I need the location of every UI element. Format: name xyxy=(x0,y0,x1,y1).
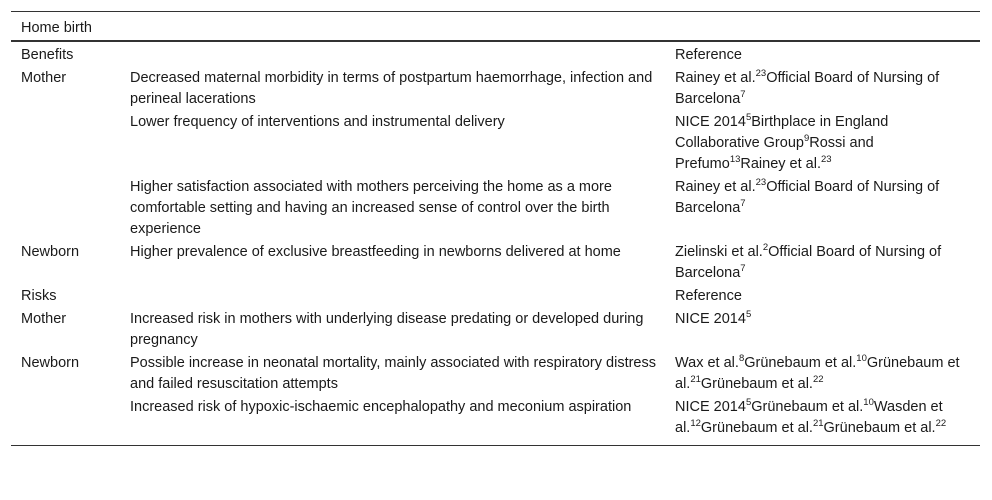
table-row xyxy=(11,66,980,110)
table-row xyxy=(11,42,980,66)
row-category: Newborn xyxy=(21,244,80,260)
row-category: Benefits xyxy=(21,47,74,63)
row-reference: Reference xyxy=(675,47,742,63)
row-reference: NICE 2014$^5$Birthplace in England Collaborative Group$^9$Rossi and Prefumo$^{13}$Rainey et al.$^{23}$ xyxy=(675,112,889,172)
table-row xyxy=(11,395,980,445)
row-reference: Rainey et al.$^{23}$Official Board of Nursing of Barcelona$^7$ xyxy=(675,177,940,216)
row-category: Mother xyxy=(21,70,67,86)
home-birth-table xyxy=(11,11,980,446)
row-description: Lower frequency of interventions and instrumental delivery xyxy=(130,114,505,130)
table-body xyxy=(11,42,980,446)
row-description xyxy=(130,286,675,307)
row-category xyxy=(21,112,130,175)
row-category: Mother xyxy=(21,311,67,327)
row-description: Decreased maternal morbidity in terms of postpartum haemorrhage, infection and perineal lacerations xyxy=(130,70,653,107)
row-category xyxy=(21,177,130,240)
row-description: Possible increase in neonatal mortality, mainly associated with respiratory distress and failed resuscitation attempts xyxy=(130,355,656,392)
row-description: Higher satisfaction associated with mothers perceiving the home as a more comfortable setting and having an increased sense of control over the birth experience xyxy=(130,179,612,237)
table-row xyxy=(11,351,980,395)
row-category: Risks xyxy=(21,288,57,304)
table-row xyxy=(11,110,980,175)
table-title: Home birth xyxy=(11,11,980,42)
table-row xyxy=(11,240,980,284)
row-reference: NICE 2014$^5$Grünebaum et al.$^{10}$Wasden et al.$^{12}$Grünebaum et al.$^{21}$Grünebaum et al.$^{22}$ xyxy=(675,397,947,436)
row-description xyxy=(130,45,675,66)
row-category: Newborn xyxy=(21,355,80,371)
row-description: Higher prevalence of exclusive breastfeeding in newborns delivered at home xyxy=(130,244,621,260)
table-row xyxy=(11,284,980,307)
row-description: Increased risk of hypoxic-ischaemic encephalopathy and meconium aspiration xyxy=(130,399,632,415)
table-row xyxy=(11,307,980,351)
row-reference: Reference xyxy=(675,288,742,304)
row-reference: Wax et al.$^8$Grünebaum et al.$^{10}$Grünebaum et al.$^{21}$Grünebaum et al.$^{22}$ xyxy=(675,353,960,392)
row-reference: NICE 2014$^5$ xyxy=(675,309,752,327)
row-reference: Rainey et al.$^{23}$Official Board of Nursing of Barcelona$^7$ xyxy=(675,68,940,107)
row-description: Increased risk in mothers with underlying disease predating or developed during pregnancy xyxy=(130,311,644,348)
table-row xyxy=(11,175,980,240)
row-category xyxy=(21,397,130,439)
row-reference: Zielinski et al.$^2$Official Board of Nursing of Barcelona$^7$ xyxy=(675,242,942,281)
